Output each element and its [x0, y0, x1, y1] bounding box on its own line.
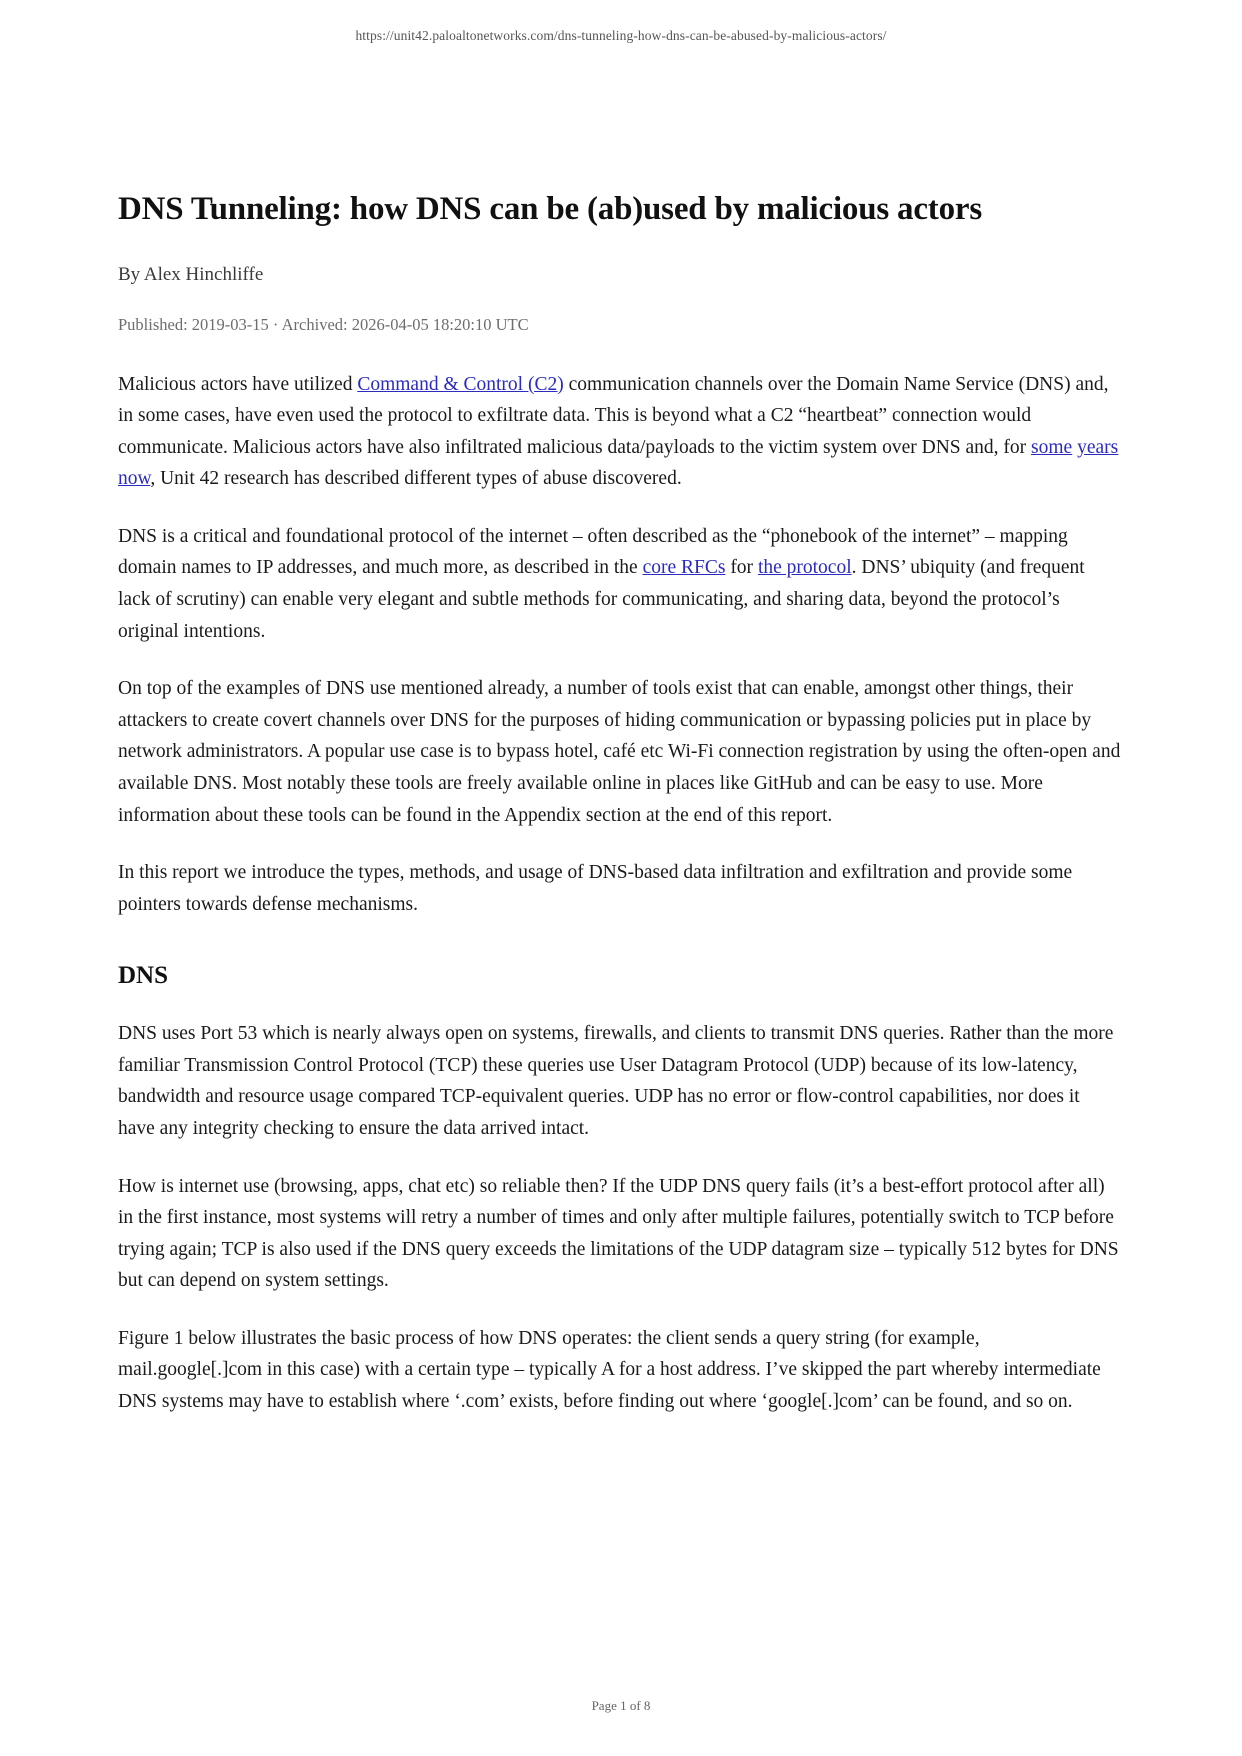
page-title: DNS Tunneling: how DNS can be (ab)used by malicious actors [118, 191, 982, 227]
paragraph-port53: DNS uses Port 53 which is nearly always open on systems, firewalls, and clients to transmit DNS queries. Rather than the more familiar Transmission Control Protocol (TCP) these queries use User Datagram Protocol (UDP) because of its low-latency, bandwidth and resource usage compared TCP-equivalent queries. UDP has no error or flow-control capabilities, nor does it have any integrity checking to ensure the data arrived intact. [118, 1023, 1114, 1139]
paragraph-report-scope: In this report we introduce the types, methods, and usage of DNS-based data infiltration and exfiltration and provide some pointers towards defense mechanisms. [118, 862, 1073, 915]
paragraph-tools: On top of the examples of DNS use mentioned already, a number of tools exist that can enable, amongst other things, their attackers to create covert channels over DNS for the purposes of hiding communication or bypassing policies put in place by network administrators. A popular use case is to bypass hotel, café etc Wi-Fi connection registration by using the often-open and available DNS. Most notably these tools are freely available online in places like GitHub and can be easy to use. More information about these tools can be found in the Appendix section at the end of this report. [118, 678, 1121, 826]
page-footer: Page 1 of 8 [591, 1698, 651, 1713]
text-fragment: for [725, 557, 758, 579]
link-some[interactable]: some [1031, 436, 1073, 458]
link-core-rfcs[interactable]: core RFCs [642, 557, 726, 579]
publication-info: Published: 2019-03-15 · Archived: 2026-04-05 18:20:10 UTC [118, 314, 529, 334]
paragraph-dns-critical [118, 521, 1121, 647]
section-heading-dns: DNS [118, 962, 169, 990]
link-the-protocol[interactable]: the protocol [757, 557, 852, 579]
byline: By Alex Hinchliffe [118, 263, 264, 285]
paragraph-intro [118, 369, 1121, 495]
text-fragment: DNS is a critical and foundational protocol of the internet – often described as the “phonebook of the internet” – mapping domain names to IP addresses, and much more, as described in the [118, 525, 1068, 579]
article-content [118, 190, 1121, 1444]
link-command-and-control[interactable]: Command & Control (C2) [357, 373, 564, 395]
paragraph-figure1-intro: Figure 1 below illustrates the basic process of how DNS operates: the client sends a query string (for example, mail.google[.]com in this case) with a certain type – typically A for a host address. I’ve skipped the part whereby intermediate DNS systems may have to establish where ‘.com’ exists, before finding out where ‘google[.]com’ can be found, and so on. [118, 1327, 1101, 1413]
text-fragment: , Unit 42 research has described different types of abuse discovered. [150, 468, 682, 490]
text-fragment: communication channels over the Domain Name Service (DNS) and, in some cases, have even used the protocol to exfiltrate data. This is beyond what a C2 “heartbeat” connection would communicate. Malicious actors have also infiltrated malicious data/payloads to the victim system over DNS and, for [118, 373, 1109, 458]
link-years[interactable]: years [1077, 436, 1119, 458]
text-fragment: . DNS’ ubiquity (and frequent lack of scrutiny) can enable very elegant and subtle methods for communicating, and sharing data, beyond the protocol’s original intentions. [118, 557, 1085, 642]
link-now[interactable]: now [118, 468, 151, 490]
paragraph-reliability: How is internet use (browsing, apps, chat etc) so reliable then? If the UDP DNS query fails (it’s a best-effort protocol after all) in the first instance, most systems will retry a number of times and only after multiple failures, potentially switch to TCP before trying again; TCP is also used if the DNS query exceeds the limitations of the UDP datagram size – typically 512 bytes for DNS but can depend on system settings. [118, 1175, 1119, 1292]
text-fragment: Malicious actors have utilized [118, 373, 358, 395]
source-url: https://unit42.paloaltonetworks.com/dns-tunneling-how-dns-can-be-abused-by-malicious-actors/ [355, 28, 887, 43]
